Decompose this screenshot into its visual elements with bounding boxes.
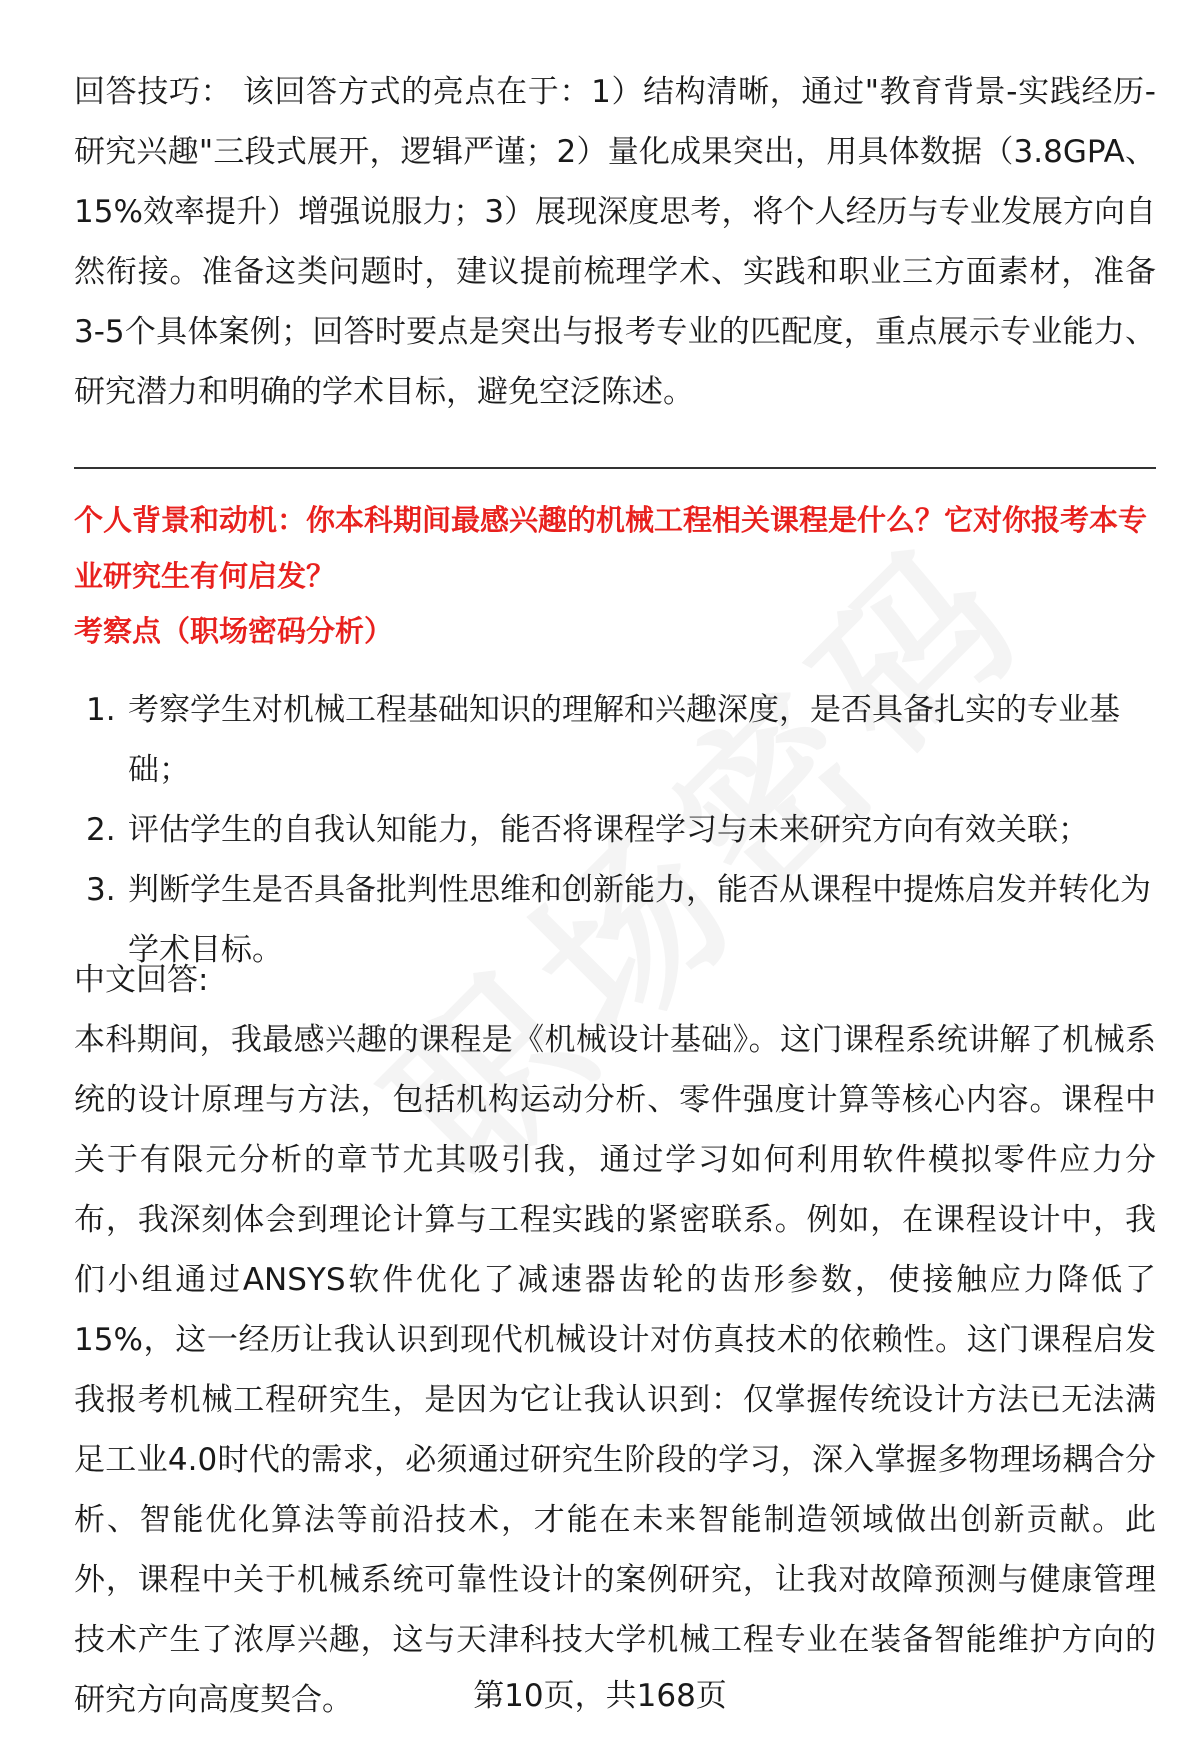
list-item-text: 考察学生对机械工程基础知识的理解和兴趣深度，是否具备扎实的专业基础；	[128, 692, 1120, 788]
answer-paragraph: 本科期间，我最感兴趣的课程是《机械设计基础》。这门课程系统讲解了机械系统的设计原理与方法，包括机构运动分析、零件强度计算等核心内容。课程中关于有限元分析的章节尤其吸引我，通过学习如何利用软件模拟零件应力分布，我深刻体会到理论计算与工程实践的紧密联系。例如，在课程设计中，我们小组通过ANSYS软件优化了减速器齿轮的齿形参数，使接触应力降低了15%，这一经历让我认识到现代机械设计对仿真技术的依赖性。这门课程启发我报考机械工程研究生，是因为它让我认识到：仅掌握传统设计方法已无法满足工业4.0时代的需求，必须通过研究生阶段的学习，深入掌握多物理场耦合分析、智能优化算法等前沿技术，才能在未来智能制造领域做出创新贡献。此外，课程中关于机械系统可靠性设计的案例研究，让我对故障预测与健康管理技术产生了浓厚兴趣，这与天津科技大学机械工程专业在装备智能维护方向的研究方向高度契合。	[74, 1022, 1156, 1718]
question-section	[74, 492, 1156, 604]
question-heading: 个人背景和动机：你本科期间最感兴趣的机械工程相关课程是什么？它对你报考本专业研究生有何启发？	[74, 503, 1148, 593]
list-item-text: 判断学生是否具备批判性思维和创新能力，能否从课程中提炼启发并转化为学术目标。	[128, 872, 1151, 968]
points-heading: 考察点（职场密码分析）	[74, 614, 394, 648]
answer-label-block	[74, 950, 1156, 1010]
list-item	[74, 800, 1156, 860]
list-item-number: 2.	[86, 812, 116, 848]
answer-section	[74, 1010, 1156, 1730]
points-list	[74, 680, 1156, 980]
points-section-title	[74, 603, 1156, 659]
list-item	[74, 680, 1156, 800]
section-divider	[74, 467, 1156, 469]
list-item-text: 评估学生的自我认知能力，能否将课程学习与未来研究方向有效关联；	[128, 812, 1089, 848]
list-item-number: 1.	[86, 692, 116, 728]
answer-label: 中文回答:	[74, 962, 209, 998]
page-number: 第10页，共168页	[473, 1678, 727, 1714]
tips-paragraph: 回答技巧： 该回答方式的亮点在于：1）结构清晰，通过"教育背景-实践经历-研究兴趣"三段式展开，逻辑严谨；2）量化成果突出，用具体数据（3.8GPA、15%效率提升）增强说服力；3）展现深度思考，将个人经历与专业发展方向自然衔接。准备这类问题时，建议提前梳理学术、实践和职业三方面素材，准备3-5个具体案例；回答时要点是突出与报考专业的匹配度，重点展示专业能力、研究潜力和明确的学术目标，避免空泛陈述。	[74, 74, 1156, 410]
tips-section	[74, 62, 1156, 422]
list-item-number: 3.	[86, 872, 116, 908]
